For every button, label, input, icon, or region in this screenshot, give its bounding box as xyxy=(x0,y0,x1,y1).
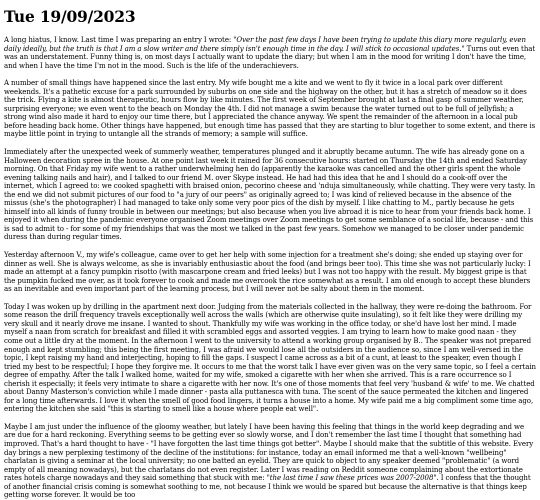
paragraph-hiatus-rest: " Turns out even that was an understatement. Funny thing is, on most days I actually want to update the diary; but when I am in the mood for writing I don't have the time, and when I have the time I'm not in the mood. Such is the life of the underachievers. xyxy=(4,44,536,70)
diary-page xyxy=(4,0,536,500)
paragraph-autumn: Immediately after the unexpected week of summerly weather, temperatures plunged and it abruptly became autumn. The wife has already gone on a Halloween decoration spree in the house. At one point last week it rained for 36 consecutive hours: started on Thursday the 14th and ended Saturday morning. On that Friday my wife went to a rather underwhelming hen do (apparently the karaoke was cancelled and the other girls spent the whole evening talking nails and hair), and I talked to our friend M. over Skype instead. He had had this idea that he and I should do a cook-off over the internet, which I agreed to: we cooked spaghetti with braised onion, pecorino cheese and 'nduja simultaneously, while chatting. They were very tasty. In the end we did not submit pictures of our food to "a jury of our peers" as originally agreed to; I was kind of relieved because in the absence of the missus (she's the photographer) I had managed to take only some very poor pics of the dish by myself. I like chatting to M., partly because he gets himself into all kinds of funny trouble in between our meetings; but also because when you live abroad it is nice to hear from your friends back home. I enjoyed it when during the pandemic everyone organised Zoom meetings over Zoom meetings to get some semblance of a social life, because - and this is sad to admit to - for some of my friendships that was the most we talked in the past few years. Somehow we managed to be closer under pandemic duress than during regular times. xyxy=(4,148,536,242)
quote-reddit: the last time I saw these prices was 2007-2008 xyxy=(269,474,434,483)
paragraph-risotto: Yesterday afternoon V., my wife's colleague, came over to get her help with some injection for a treatment she's doing; she ended up staying over for dinner as well. She is always welcome, as she is invariably enthusiastic about the food (and brings beer too). This time she was not particularly lucky: I made an attempt at a fancy pumpkin risotto (with mascarpone cream and fried leeks) but I was not too happy with the result. My biggest gripe is that the pumpkin fucked me over, as it took forever to cook and made me overcook the rice somewhat as a result. I am old enough to accept these blunders as an inevitable and even important part of the learning process, but I will never not be salty about them in the moment. xyxy=(4,251,531,294)
paragraph-gloomy-rest: ". I confess that the thought of another financial crisis coming is somewhat soothing to me, not because I think we would be spared but because the alternative is that things keep getting worse forever. It would be too xyxy=(4,474,531,500)
paragraph-gloomy-intro: Maybe I am just under the influence of the gloomy weather, but lately I have been having this feeling that things in the world keep degrading and we are due for a hard reckoning. Everything seems to be getting ever so slowly worse, and I don't remember the last time I thought that something had improved. That's a hard thought to have - "I have forgotten the last time things got better". Maybe I should make that the subtitle of this website. Every day brings a new perplexing testimony of the decline of the institutions: for instance, today an email informed me that a well-known "wellbeing" charlatan is giving a seminar at the local university; no one batted an eyelid. They are quick to object to any speaker deemed "problematic" (a word empty of all meaning nowadays), but the charlatans do not even register. Later I was reading on Reddit someone complaining about the extortionate rates hotels charge nowadays and they said something that stuck with me: " xyxy=(4,422,534,483)
quote-previous-entry: Over the past few days I have been trying to update this diary more regularly, even daily ideally, but the truth is that I am a slow writer and there simply isn't enough time in the day. I will stick to occasional updates. xyxy=(4,36,526,53)
paragraph-gloomy xyxy=(4,423,536,500)
paragraph-hiatus-intro: A long hiatus, I know. Last time I was preparing an entry I wrote: " xyxy=(4,36,237,44)
paragraph-hiatus xyxy=(4,36,536,70)
entry-title: Tue 19/09/2023 xyxy=(4,7,136,26)
paragraph-kite: A number of small things have happened since the last entry. My wife bought me a kite and we went to fly it twice in a local park over different weekends. It's a pathetic excuse for a park surrounded by suburbs on one side and the highway on the other, but it has a stretch of meadow so it does the trick. Flying a kite is almost therapeutic, hours flow by like minutes. The first week of September brought at last a final gasp of summer weather, surprising everyone; we even went to the beach on Monday the 4th. I did not manage a swim because the water turned out to be full of jellyfish; a strong wind also made it hard to enjoy our time there, but I appreciated the chance anyway. We spent the remainder of the afternoon in a local pub before heading back home. Other things have happened, but enough time has passed that they are starting to blur together to some extent, and there is maybe little point in trying to untangle all the strands of memory; a sample will suffice. xyxy=(4,79,536,139)
paragraph-today: Today I was woken up by drilling in the apartment next door. Judging from the materials collected in the hallway, they were re-doing the bathroom. For some reason the drill frequency travels exceptionally well across the walls (which are otherwise quite insulating), so it felt like they were drilling my very skull and it nearly drove me insane. I wanted to shout. Thankfully my wife was working in the office today, or she'd have lost her mind. I made myself a naan from scratch for breakfast and filled it with scrambled eggs and assorted veggies. I am trying to learn how to make good naan - they come out a little dry at the moment. In the afternoon I went to the university to attend a working group organised by B.. The speaker was not prepared enough and kept stumbling; this being the first meeting, I was afraid we would lose all the outsiders in the audience so, since I am well-versed in the topic, I kept raising my hand and interjecting, hoping to fill the gaps. I suspect I came across as a bit of a cunt, at least to the speaker, even though I tried my best to be respectful; I hope they forgive me. It occurs to me that the worst talk I have ever given was on the very same topic, so I feel a certain degree of empathy. After the talk I walked home, waited for my wife, smoked a cigarette with her when she arrived. This is a rare occurrence so I cherish it especially; it feels very intimate to share a cigarette with her now. It's one of those moments that feel very 'husband & wife' to me. We chatted about Danny Masterson's conviction while I made dinner - pasta alla puttanesca with tuna. The scent of the sauce permeated the kitchen and lingered for a long time afterwards. I love it when the smell of good food lingers, it turns a house into a home. My wife paid me a big compliment some time ago, entering the kitchen she said "this is starting to smell like a house where people eat well". xyxy=(4,302,536,414)
